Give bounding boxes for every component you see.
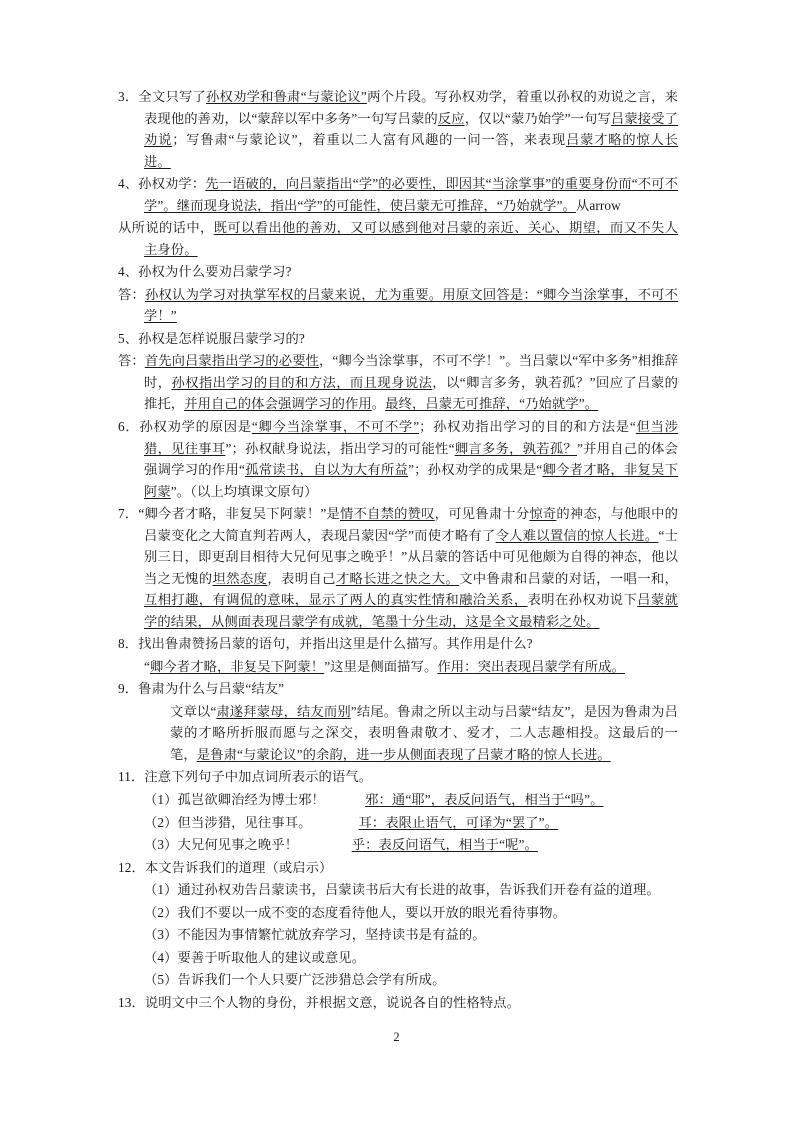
text-run: 才略长进之快之大。 [335, 570, 460, 586]
text-run: 11．注意下列句子中加点词所表示的语气。 [118, 769, 373, 785]
text-run: （5）告诉我们一个人只要广泛涉猎总会学有所成。 [144, 972, 446, 988]
text-run: （1）孤岂欲卿治经为博士邪！ [144, 792, 325, 807]
text-run: 耳：表限止语气，可译为“罢了”。 [358, 814, 559, 830]
text-run: 反应 [437, 110, 465, 126]
text-run: 文章以“ [170, 703, 217, 719]
paragraph-item-12-5 [118, 969, 678, 991]
text-run: “ [144, 658, 151, 674]
text-run: 4、孙权劝学： [118, 176, 206, 192]
text-run: ；孙权劝指出学习的目的和方法是“ [419, 418, 636, 434]
text-run: ，“卿今当涂掌事，不可不学！”。当吕蒙以“军中多务”相推辞时， [144, 353, 678, 390]
text-run: ”；孙权劝学的成果是“ [408, 462, 543, 478]
text-run [325, 792, 365, 807]
text-run: ”。（以上均填课文原句） [170, 483, 318, 499]
text-run: 孙权劝学和鲁肃“与蒙论议” [206, 89, 367, 104]
text-run: 并用自己的体会强调学习的作用 [184, 396, 372, 412]
paragraph-item-7 [118, 503, 678, 632]
text-run: 吕蒙接受了劝说 [144, 110, 678, 148]
paragraph-item-11-3 [118, 834, 678, 856]
text-run: 邪：通“耶”，表反问语气，相当于“吗”。 [365, 792, 604, 807]
text-run: 6．孙权劝学的原因是 [118, 418, 252, 434]
paragraph-item-12-3 [118, 924, 678, 946]
text-run: ，表明自己 [267, 570, 336, 586]
text-run: 最终，吕蒙无可推辞，“乃始就学”。 [385, 396, 599, 412]
paragraph-item-4a [118, 173, 678, 216]
text-run: 令人难以置信的惊人长进。 [495, 527, 659, 543]
text-run: 孤常读书，自以为大有所益 [245, 462, 409, 478]
text-run: （4）要善于听取他人的建议或意见。 [144, 949, 366, 965]
text-run: 卿今者才略，非复吴下阿蒙！ [150, 658, 325, 674]
text-run [298, 837, 352, 852]
text-run: 从arrow [575, 197, 621, 213]
text-run: ，仅以“蒙乃始学”一句写 [464, 110, 611, 126]
text-run: 4、孙权为什么要劝吕蒙学习? [118, 264, 292, 280]
text-run: 卿今者才略，非复吴下阿蒙 [144, 462, 679, 499]
paragraph-item-12 [118, 857, 678, 879]
text-run: 肃遂拜蒙母，结友而别 [216, 703, 351, 719]
text-run: ”这里是侧面描写。 [324, 658, 438, 674]
text-run: 的神态，与他眼中的吕蒙变化之大简直判若两人，表现吕蒙因“学”而使才略有了 [144, 506, 678, 543]
text-run: ，以“卿言多务，孰若孤？”回应了吕蒙的推托， [144, 374, 679, 412]
paragraph-item-6 [118, 416, 678, 502]
text-run: 孙权认为学习对执掌军权的吕蒙来说，尤为重要。用原文回答是：“卿今当涂掌事，不可不学！” [144, 286, 678, 324]
paragraph-item-11-1 [118, 789, 678, 811]
text-run: （2）我们不要以一成不变的态度看待他人，要以开放的眼光看待事物。 [144, 904, 567, 920]
text-run: 是鲁肃“与蒙论议”的余韵，进一步从侧面表现了吕蒙才略的惊人长进。 [196, 746, 611, 762]
text-run: 两个片段。写孙权劝学，着重以孙权的劝说之言，来表现他的善劝，以“蒙辞以军中多务”一句写吕蒙的 [144, 89, 678, 126]
text-run: 文中鲁肃和吕蒙的对话，一唱一和， [459, 570, 678, 586]
text-run: 坦然态度 [212, 570, 268, 586]
document-body [118, 86, 678, 1014]
paragraph-item-8-ans [118, 656, 678, 678]
text-run: 先一语破的，向吕蒙指出“学”的必要性，即因其“当涂掌事”的重要身份而“不可不学”。继而现身说法，指出“学”的可能性，使吕蒙无可推辞，“乃始就学”。 [144, 176, 678, 213]
text-run: 卿言多务，孰若孤？ [454, 440, 577, 456]
paragraph-item-9-ans [118, 701, 678, 766]
text-run [305, 815, 359, 830]
text-run: 从所说的话中， [118, 220, 214, 236]
text-run: 9．鲁肃为什么与吕蒙“结友” [118, 681, 285, 697]
text-run: ”结尾。鲁肃之所以主动与吕蒙“结友”，是因为鲁肃为吕蒙的才略所折服而愿与之深交，表明鲁肃敬才、爱才，二人志趣相投。这最后的一笔， [170, 703, 678, 762]
paragraph-item-5 [118, 328, 678, 350]
paragraph-item-9 [118, 678, 678, 700]
text-run: 吕蒙就学的结果，从侧面表现吕蒙学有成就，笔墨十分生动，这是全文最精彩之处。 [144, 592, 678, 629]
text-run: “卿今当涂掌事，不可不学” [251, 418, 420, 434]
text-run: 12．本文告诉我们的道理（或启示） [118, 859, 333, 875]
text-run: （3）不能因为事情繁忙就放弃学习，坚持读书是有益的。 [144, 927, 486, 943]
text-run: ”并用自己的体会强调学习的作用“ [144, 440, 679, 478]
paragraph-item-5-ans [118, 350, 678, 415]
text-run: 8．找出鲁肃赞扬吕蒙的语句，并指出这里是什么描写。其作用是什么? [118, 636, 533, 652]
text-run: 答： [118, 353, 145, 369]
text-run: 5、孙权是怎样说服吕蒙学习的? [118, 330, 305, 346]
text-run: 答： [118, 286, 146, 302]
text-run: 吕蒙才略的惊人长进。 [144, 132, 679, 169]
text-run: 13．说明文中三个人物的身份，并根据文意，说说各自的性格特点。 [118, 994, 521, 1010]
paragraph-item-8 [118, 633, 678, 655]
text-run: 但当涉猎，见往事耳 [144, 418, 678, 456]
text-run: （3）大兄何见事之晚乎！ [144, 837, 299, 853]
text-run: ；写鲁肃“与蒙论议”，着重以二人富有风趣的一问一答，来表现 [172, 132, 566, 148]
paragraph-item-13 [118, 992, 678, 1014]
text-run: 情不自禁的赞叹 [340, 506, 435, 522]
text-run: 惊奇 [529, 506, 557, 522]
text-run: “士别三日，即更刮目相待大兄何见事之晚乎！”从吕蒙的答话中可见他颇为自得的神态，他以当之无愧的 [144, 527, 678, 586]
page-number: 2 [393, 1030, 400, 1044]
paragraph-item-12-4 [118, 947, 678, 969]
paragraph-item-12-2 [118, 902, 678, 924]
paragraph-item-4a-2 [118, 217, 678, 260]
text-run: 孙权指出学习的目的和方法，而且现身说法 [171, 374, 433, 390]
text-run: 既可以看出他的善劝，又可以感到他对吕蒙的亲近、关心、期望，而又不失人主身份。 [144, 220, 678, 257]
text-run: ”；孙权献身说法，指出学习的可能性“ [225, 440, 455, 456]
paragraph-item-3 [118, 86, 678, 172]
paragraph-item-11 [118, 766, 678, 788]
text-run: 首先向吕蒙指出学习的必要性 [144, 353, 319, 369]
text-run: 表明在孙权劝说下 [527, 592, 638, 608]
text-run: 作用：突出表现吕蒙学有所成。 [437, 658, 625, 674]
text-run: （2）但当涉猎，见往事耳。 [144, 814, 305, 830]
text-run: 。 [371, 396, 386, 412]
text-run: （1）通过孙权劝告吕蒙读书，吕蒙读书后大有长进的故事，告诉我们开卷有益的道理。 [144, 882, 660, 898]
text-run: 乎：表反问语气，相当于“呢”。 [351, 837, 538, 853]
text-run: 7．“卿今者才略，非复吴下阿蒙！”是 [118, 506, 340, 522]
text-run: 3．全文只写了 [118, 89, 207, 104]
text-run: 互相打趣，有调侃的意味，显示了两人的真实性情和融洽关系， [144, 592, 528, 608]
paragraph-item-4b [118, 261, 678, 283]
paragraph-item-4b-ans [118, 284, 678, 327]
text-run: ，可见鲁肃十分 [434, 506, 530, 522]
paragraph-item-12-1 [118, 879, 678, 901]
paragraph-item-11-2 [118, 812, 678, 834]
